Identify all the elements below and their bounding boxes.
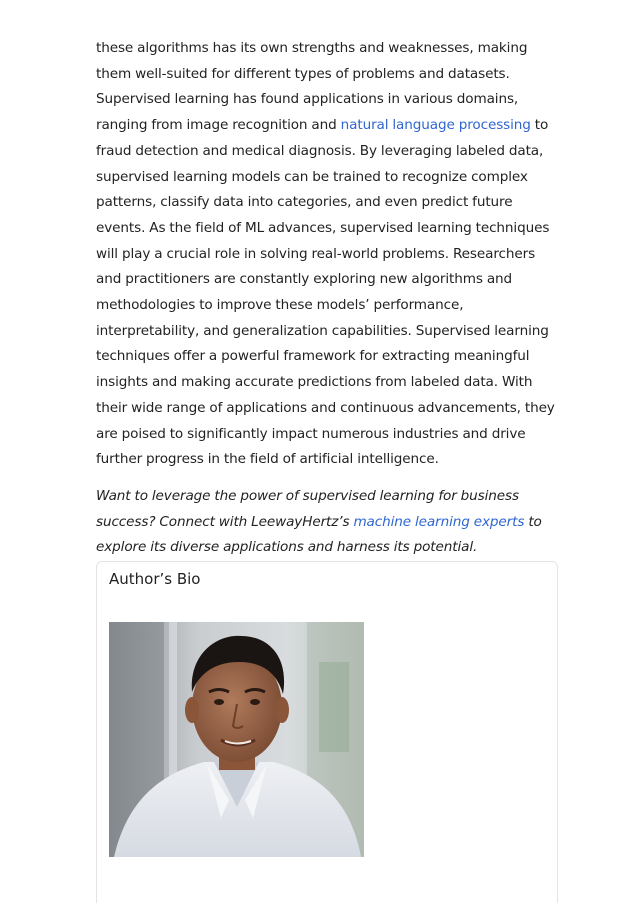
machine-learning-experts-link[interactable]: machine learning experts: [353, 513, 525, 530]
call-to-action: [96, 484, 558, 561]
cta-text-end: to explore its diverse applications and harness its potential.: [96, 513, 542, 556]
author-bio-card: [96, 561, 558, 903]
author-bio-title: Author’s Bio: [109, 570, 201, 588]
paragraph-text-start: these algorithms has its own strengths and weaknesses, making them well-suited for different types of problems and datasets. Supervised learning has found applications in various domains, ranging from image recognition and: [96, 40, 528, 134]
author-photo-image: [109, 622, 364, 857]
article-paragraph: [96, 36, 558, 473]
author-photo: [109, 622, 364, 857]
natural-language-processing-link[interactable]: natural language processing: [340, 117, 531, 134]
article-body: [96, 36, 558, 561]
cta-text-start: Want to leverage the power of supervised learning for business success? Connect with LeewayHertz’s: [96, 487, 519, 530]
paragraph-text-end: to fraud detection and medical diagnosis. By leveraging labeled data, supervised learning models can be trained to recognize complex patterns, classify data into categories, and even predict future events. As the field of ML advances, supervised learning techniques will play a crucial role in solving real-world problems. Researchers and practitioners are constantly exploring new algorithms and methodologies to improve these models’ performance, interpretability, and generalization capabilities. Supervised learning techniques offer a powerful framework for extracting meaningful insights and making accurate predictions from labeled data. With their wide range of applications and continuous advancements, they are poised to significantly impact numerous industries and drive further progress in the field of artificial intelligence.: [96, 117, 555, 468]
